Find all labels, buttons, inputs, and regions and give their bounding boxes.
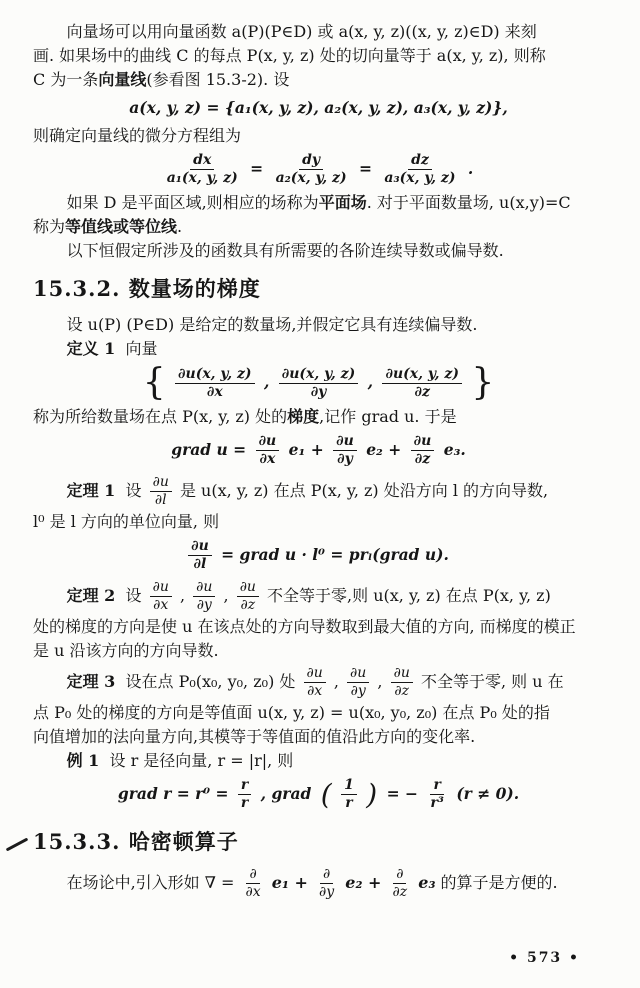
formula-text: a(x, y, z) = {a₁(x, y, z), a₂(x, y, z), a₃(x, y, z)}, xyxy=(129,98,508,117)
basis-vector-term: e₂ + xyxy=(366,439,402,459)
basis-vector-term: e₂ + xyxy=(345,873,382,892)
plane-field-line-1 xyxy=(33,191,604,215)
fraction: $\frac{1}{r}$ xyxy=(341,777,357,812)
text: 在场论中,引入形如 ∇ = xyxy=(66,873,235,892)
text: 设 xyxy=(125,586,142,605)
comma: , xyxy=(333,672,339,691)
diffeq-intro-line xyxy=(33,124,604,148)
fraction: $\frac{\partial u}{\partial y}$ xyxy=(347,665,369,700)
close-brace: } xyxy=(471,362,495,403)
fraction: $\frac{\partial u}{\partial y}$ xyxy=(333,433,357,468)
text: 向值增加的法向量方向,其模等于等值面的值沿此方向的变化率. xyxy=(33,727,476,746)
term-vector-line: 向量线 xyxy=(98,70,147,89)
theorem-3-line-2 xyxy=(33,701,604,725)
theorem-2-line-2 xyxy=(33,615,604,639)
intro-line-3 xyxy=(33,68,604,92)
fraction: $\frac{\partial u}{\partial z}$ xyxy=(411,433,435,468)
equals-sign: = − xyxy=(386,783,418,803)
formula-directional-derivative xyxy=(33,538,604,573)
fraction: $\frac{dz}{\text{a₃(x, y, z)}}$ xyxy=(384,152,456,186)
formula-vector-components xyxy=(33,96,604,120)
fraction: $\frac{\partial u(x, y, z)}{\partial z}$ xyxy=(382,366,462,401)
formula-grad-r xyxy=(33,777,604,812)
fraction: $\frac{r}{r}$ xyxy=(238,777,251,812)
text: 称为 xyxy=(33,217,66,236)
text: 以下恒假定所涉及的函数具有所需要的各阶连续导数或偏导数. xyxy=(66,241,504,260)
fraction: $\frac{\partial u}{\partial l}$ xyxy=(150,474,172,509)
text: 处的梯度的方向是使 u 在该点处的方向导数取到最大值的方向, 而梯度的模正 xyxy=(33,617,576,636)
gradient-intro-line xyxy=(33,313,604,337)
text: 设在点 P₀(x₀, y₀, z₀) 处 xyxy=(125,672,296,691)
fraction: $\frac{\partial}{\partial x}$ xyxy=(245,866,261,900)
text: C 为一条 xyxy=(33,70,99,89)
text: 的算子是方便的. xyxy=(440,873,558,892)
theorem-3-label: 定理 3 xyxy=(66,672,116,691)
theorem-3-line-3 xyxy=(33,725,604,749)
close-paren: ) xyxy=(366,777,378,811)
text: 不全等于零, 则 u 在 xyxy=(420,672,564,691)
intro-line-1 xyxy=(33,20,604,44)
fraction: $\frac{\partial u}{\partial z}$ xyxy=(391,665,413,700)
formula-lead: grad r = r⁰ = xyxy=(117,783,229,803)
formula-diffeq xyxy=(33,152,604,187)
theorem-1-line-1 xyxy=(33,472,604,510)
equals-sign: = xyxy=(250,158,264,178)
text: . xyxy=(177,217,183,236)
theorem-1-line-2 xyxy=(33,510,604,534)
text: 画. 如果场中的曲线 C 的每点 P(x, y, z) 处的切向量等于 a(x, y, z), 则称 xyxy=(33,46,546,65)
gradient-definition-line xyxy=(33,405,604,429)
text: (参看图 15.3-2). 设 xyxy=(146,70,290,89)
text: ,记作 grad u. 于是 xyxy=(319,407,457,426)
fraction: $\frac{\partial u}{\partial x}$ xyxy=(150,579,172,614)
term-gradient: 梯度 xyxy=(287,407,320,426)
basis-vector-term: e₁ + xyxy=(288,439,324,459)
fraction: $\frac{\partial u}{\partial l}$ xyxy=(188,538,212,573)
fraction: $\frac{\partial u(x, y, z)}{\partial x}$ xyxy=(175,366,255,401)
theorem-2-line-1 xyxy=(33,577,604,615)
text: 则确定向量线的微分方程组为 xyxy=(33,126,242,145)
plane-field-line-2 xyxy=(33,215,604,239)
comma: , xyxy=(367,372,374,391)
text: . 对于平面数量场, u(x,y)=C xyxy=(366,193,571,212)
basis-vector-term: e₃. xyxy=(443,439,466,459)
basis-vector-term: e₃ xyxy=(418,873,436,892)
text: 是 u(x, y, z) 在点 P(x, y, z) 处沿方向 l 的方向导数, xyxy=(179,481,549,500)
theorem-3-line-1 xyxy=(33,663,604,701)
comma: , xyxy=(223,586,229,605)
text: 设 xyxy=(125,481,142,500)
term-plane-field: 平面场 xyxy=(318,193,367,212)
period: . xyxy=(467,158,474,178)
fraction: $\frac{dx}{\text{a₁(x, y, z)}}$ xyxy=(166,152,238,186)
text: 设 r 是径向量, r = |r|, 则 xyxy=(109,751,294,770)
fraction: $\frac{\partial}{\partial z}$ xyxy=(392,866,408,900)
intro-line-2 xyxy=(33,44,604,68)
open-brace: { xyxy=(142,362,166,403)
basis-vector-term: e₁ + xyxy=(271,873,308,892)
formula-text: = grad u · l⁰ = prₗ(grad u). xyxy=(221,544,449,564)
term-level-line: 等值线或等位线 xyxy=(65,217,178,236)
hamilton-intro-line xyxy=(33,864,604,902)
comma: , xyxy=(179,586,186,605)
fraction: $\frac{\partial u}{\partial x}$ xyxy=(256,433,280,468)
fraction: $\frac{\partial u}{\partial x}$ xyxy=(304,665,326,700)
fraction: $\frac{\partial u(x, y, z)}{\partial y}$ xyxy=(279,366,359,401)
theorem-2-label: 定理 2 xyxy=(66,586,116,605)
formula-text: , grad xyxy=(260,783,312,803)
page-number: • 573 • xyxy=(509,950,580,966)
section-heading-gradient: 15.3.2. 数量场的梯度 xyxy=(33,276,261,301)
assumption-line xyxy=(33,239,604,263)
theorem-1-label: 定理 1 xyxy=(66,481,116,500)
open-paren: ( xyxy=(320,777,332,811)
text: l⁰ 是 l 方向的单位向量, 则 xyxy=(33,512,220,531)
text: 向量场可以用向量函数 a(P)(P∈D) 或 a(x, y, z)((x, y, z)∈D) 来刻 xyxy=(66,22,537,41)
text: 向量 xyxy=(125,339,158,358)
fraction: $\frac{r}{\text{r³}}$ xyxy=(430,777,444,811)
text: 点 P₀ 处的梯度的方向是等值面 u(x, y, z) = u(x₀, y₀, z₀) 在点 P₀ 处的指 xyxy=(33,703,550,722)
text: 设 u(P) (P∈D) 是给定的数量场,并假定它具有连续偏导数. xyxy=(66,315,478,334)
example-1-label: 例 1 xyxy=(66,751,100,770)
equals-sign: = xyxy=(359,158,373,178)
formula-gradient-components xyxy=(33,362,604,403)
theorem-2-line-3 xyxy=(33,639,604,663)
definition-1-label: 定义 1 xyxy=(66,339,116,358)
text: 称为所给数量场在点 P(x, y, z) 处的 xyxy=(33,407,288,426)
condition-text: (r ≠ 0). xyxy=(456,783,520,803)
fraction: $\frac{\partial}{\partial y}$ xyxy=(319,866,335,900)
definition-1-line xyxy=(33,337,604,361)
formula-lead: grad u = xyxy=(171,439,247,459)
section-heading-hamilton: 15.3.3. 哈密顿算子 xyxy=(33,829,239,854)
text: 如果 D 是平面区域,则相应的场称为 xyxy=(66,193,319,212)
text: 是 u 沿该方向的方向导数. xyxy=(33,641,219,660)
formula-grad-u xyxy=(33,433,604,468)
fraction: $\frac{\partial u}{\partial z}$ xyxy=(237,579,259,614)
fraction: $\frac{dy}{\text{a₂(x, y, z)}}$ xyxy=(275,152,347,186)
comma: , xyxy=(377,672,383,691)
text: 不全等于零,则 u(x, y, z) 在点 P(x, y, z) xyxy=(267,586,551,605)
fraction: $\frac{\partial u}{\partial y}$ xyxy=(193,579,215,614)
example-1-line xyxy=(33,749,604,773)
comma: , xyxy=(263,372,270,391)
